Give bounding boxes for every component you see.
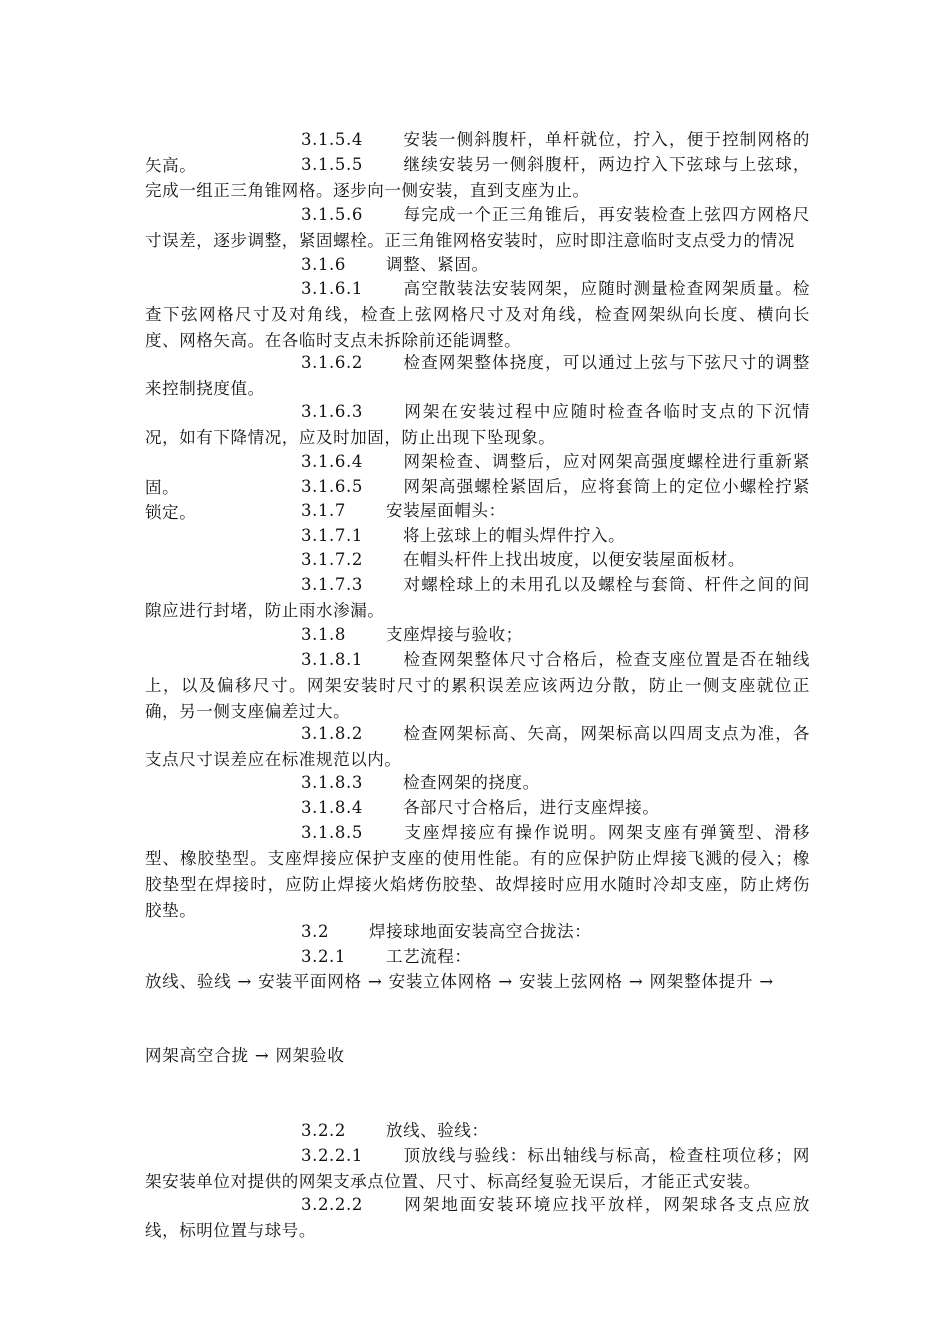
flow-step: 网架高空合拢 [145, 1046, 249, 1065]
section-number: 3.1.6.1 [301, 279, 363, 298]
flow-step: 安装上弦网格 [519, 972, 623, 991]
paragraph-text: 安装屋面帽头： [385, 501, 506, 520]
section-number: 3.1.7 [301, 501, 346, 520]
paragraph-text: 在帽头杆件上找出坡度，以便安装屋面板材。 [402, 550, 745, 569]
paragraph [145, 647, 810, 725]
arrow-icon: → [628, 972, 644, 991]
section-number: 3.1.6 [301, 255, 346, 274]
arrow-icon: → [367, 972, 383, 991]
arrow-icon: → [237, 972, 253, 991]
paragraph [145, 820, 810, 924]
paragraph [145, 721, 810, 773]
section-number: 3.1.6.3 [301, 402, 363, 421]
paragraph-text: 放线、验线： [385, 1121, 489, 1140]
paragraph-text: 将上弦球上的帽头焊件拧入。 [402, 526, 626, 545]
paragraph-text: 调整、紧固。 [385, 255, 489, 274]
paragraph [145, 1118, 810, 1144]
paragraph-text: 每完成一个正三角锥后，再安装检查上弦四方网格尺寸误差，逐步调整，紧固螺栓。正三角锥网格安装时，应时即注意临时支点受力的情况 [145, 205, 810, 250]
paragraph [145, 523, 810, 549]
flow-step: 网架验收 [275, 1046, 345, 1065]
section-number: 3.1.7.1 [301, 526, 363, 545]
paragraph [145, 1192, 810, 1244]
section-number: 3.1.8.1 [301, 650, 363, 669]
paragraph-text: 高空散装法安装网架，应随时测量检查网架质量。检查下弦网格尺寸及对角线，检查上弦网格尺寸及对角线，检查网架纵向长度、横向长度、网格矢高。在各临时支点未拆除前还能调整。 [145, 279, 810, 350]
arrow-icon: → [498, 972, 514, 991]
paragraph [145, 276, 810, 354]
section-number: 3.1.5.4 [301, 130, 363, 149]
section-number: 3.2.2.1 [301, 1146, 363, 1165]
paragraph-text: 网架地面安装环境应找平放样，网架球各支点应放线，标明位置与球号。 [145, 1195, 810, 1240]
section-number: 3.1.5.5 [301, 155, 363, 174]
paragraph [145, 152, 810, 204]
section-number: 3.1.8.5 [301, 823, 363, 842]
paragraph-text: 继续安装另一侧斜腹杆，两边拧入下弦球与上弦球，完成一组正三角锥网格。逐步向一侧安装，直到支座为止。 [145, 155, 810, 200]
paragraph-text: 网架检查、调整后，应对网架高强度螺栓进行重新紧固。 [145, 452, 810, 497]
paragraph [145, 795, 810, 821]
section-number: 3.1.6.2 [301, 353, 363, 372]
flow-step: 网架整体提升 [649, 972, 754, 991]
paragraph [145, 572, 810, 624]
section-number: 3.2.2 [301, 1121, 346, 1140]
section-number: 3.1.7.2 [301, 550, 363, 569]
section-number: 3.1.6.5 [301, 477, 363, 496]
section-number: 3.1.8 [301, 625, 346, 644]
flow-step: 安装平面网格 [258, 972, 362, 991]
paragraph-text: 对螺栓球上的未用孔以及螺栓与套筒、杆件之间的间隙应进行封堵，防止雨水渗漏。 [145, 575, 810, 620]
paragraph-text: 支座焊接应有操作说明。网架支座有弹簧型、滑移型、橡胶垫型。支座焊接应保护支座的使用性能。有的应保护防止焊接飞溅的侵入；橡胶垫型在焊接时，应防止焊接火焰烤伤胶垫、故焊接时应用水随时冷却支座，防止烤伤胶垫。 [145, 823, 810, 920]
section-number: 3.2.1 [301, 947, 346, 966]
paragraph [145, 399, 810, 451]
section-number: 3.1.5.6 [301, 205, 363, 224]
paragraph [145, 770, 810, 796]
paragraph-text: 支座焊接与验收； [385, 625, 523, 644]
paragraph-text: 检查网架标高、矢高，网架标高以四周支点为准，各支点尺寸误差应在标准规范以内。 [145, 724, 810, 769]
paragraph [145, 547, 810, 573]
paragraph-text: 检查网架整体挠度，可以通过上弦与下弦尺寸的调整来控制挠度值。 [145, 353, 810, 398]
process-flow [145, 1043, 810, 1069]
paragraph [145, 252, 810, 278]
paragraph [145, 622, 810, 648]
process-flow [145, 969, 810, 995]
paragraph-text: 顶放线与验线：标出轴线与标高，检查柱项位移；网架安装单位对提供的网架支承点位置、尺寸、标高经复验无误后，才能正式安装。 [145, 1146, 810, 1191]
paragraph-text: 检查网架的挠度。 [402, 773, 540, 792]
section-number: 3.2.2.2 [301, 1195, 363, 1214]
paragraph-text: 焊接球地面安装高空合拢法： [369, 922, 592, 941]
paragraph [145, 202, 810, 254]
paragraph-text: 网架高强螺栓紧固后，应将套筒上的定位小螺栓拧紧锁定。 [145, 477, 810, 522]
section-number: 3.1.8.3 [301, 773, 363, 792]
paragraph [145, 498, 810, 524]
flow-step: 放线、验线 [145, 972, 232, 991]
paragraph-text: 网架在安装过程中应随时检查各临时支点的下沉情况，如有下降情况，应及时加固，防止出现下坠现象。 [145, 402, 810, 447]
section-number: 3.1.6.4 [301, 452, 363, 471]
paragraph-text: 检查网架整体尺寸合格后，检查支座位置是否在轴线上，以及偏移尺寸。网架安装时尺寸的累积误差应该两边分散，防止一侧支座就位正确，另一侧支座偏差过大。 [145, 650, 810, 721]
section-number: 3.1.7.3 [301, 575, 363, 594]
paragraph-text: 各部尺寸合格后，进行支座焊接。 [402, 798, 660, 817]
paragraph [145, 919, 810, 945]
section-number: 3.2 [301, 922, 330, 941]
paragraph [145, 350, 810, 402]
paragraph [145, 1143, 810, 1195]
arrow-icon: → [759, 972, 774, 991]
section-number: 3.1.8.4 [301, 798, 363, 817]
flow-step: 安装立体网格 [388, 972, 493, 991]
paragraph-text: 工艺流程： [385, 947, 472, 966]
paragraph-text: 安装一侧斜腹杆，单杆就位，拧入，便于控制网格的矢高。 [145, 130, 810, 175]
arrow-icon: → [254, 1046, 270, 1065]
paragraph [145, 944, 810, 970]
section-number: 3.1.8.2 [301, 724, 363, 743]
